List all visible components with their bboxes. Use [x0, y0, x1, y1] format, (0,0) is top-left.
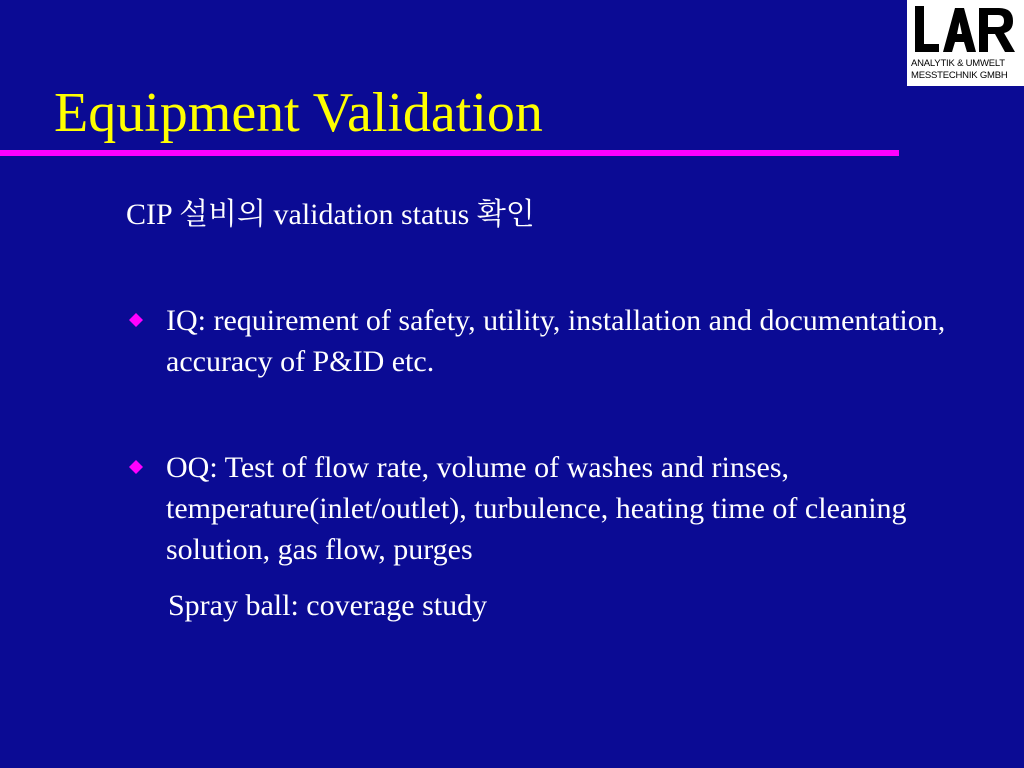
logo-tagline-1: ANALYTIK & UMWELT — [911, 58, 1005, 69]
bullet-text: IQ: requirement of safety, utility, installation and documentation, accuracy of P&ID etc. — [166, 304, 946, 378]
bullet-text: OQ: Test of flow rate, volume of washes and rinses, temperature(inlet/outlet), turbulence, heating time of cleaning solution, gas flow, purges — [166, 451, 907, 566]
diamond-bullet-icon — [129, 313, 143, 327]
bullet-item — [166, 447, 976, 570]
diamond-bullet-icon — [129, 460, 143, 474]
sub-bullet-line: Spray ball: coverage study — [168, 589, 488, 622]
bullet-item — [166, 300, 976, 382]
slide-title: Equipment Validation — [54, 82, 543, 144]
intro-line: CIP 설비의 validation status 확인 — [126, 198, 535, 231]
logo-tagline-2: MESSTECHNIK GMBH — [911, 70, 1008, 81]
